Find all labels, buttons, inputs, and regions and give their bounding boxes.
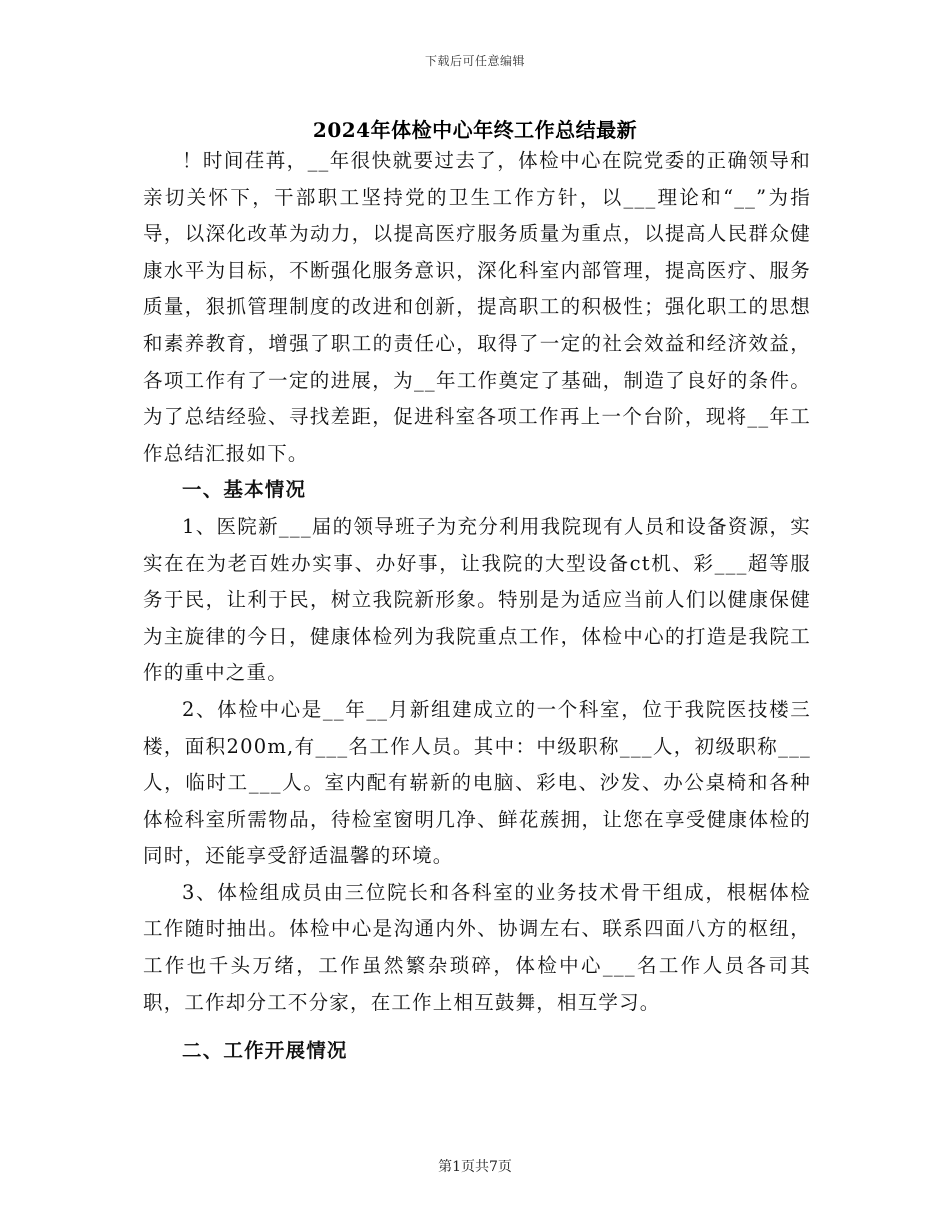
paragraph-3: 3、体检组成员由三位院长和各科室的业务技术骨干组成，根椐体检工作随时抽出。体检中心是沟通内外、协调左右、联系四面八方的枢纽，工作也千头万绪，工作虽然繁杂琐碎，体检中心___名工作人员各司其职，工作却分工不分家，在工作上相互鼓舞，相互学习。 — [143, 880, 811, 1014]
page-footer: 第1页共7页 — [438, 1159, 512, 1175]
header-note: 下载后可任意编辑 — [424, 54, 525, 68]
paragraph-2: 2、体检中心是__年__月新组建成立的一个科室，位于我院医技楼三楼，面积200m,有___名工作人员。其中：中级职称___人，初级职称___人，临时工___人。室内配有崭新的电脑、彩电、沙发、办公桌椅和各种体检科室所需物品，待检室窗明几净、鲜花蔟拥，让您在享受健康体检的同时，还能享受舒适温馨的环境。 — [143, 697, 811, 868]
document-title: 2024年体检中心年终工作总结最新 — [312, 118, 638, 142]
paragraph-1: 1、医院新___届的领导班子为充分利用我院现有人员和设备资源，实实在在为老百姓办实事、办好事，让我院的大型设备ct机、彩___超等服务于民，让利于民，树立我院新形象。特别是为适应当前人们以健康保健为主旋律的今日，健康体检列为我院重点工作，体检中心的打造是我院工作的重中之重。 — [143, 514, 811, 685]
section-heading-basic: 一、基本情况 — [182, 478, 307, 502]
intro-paragraph: ！时间荏苒，__年很快就要过去了，体检中心在院党委的正确领导和亲切关怀下，干部职工坚持党的卫生工作方针，以___理论和“__”为指导，以深化改革为动力，以提高医疗服务质量为重点，以提高人民群众健康水平为目标，不断强化服务意识，深化科室内部管理，提高医疗、服务质量，狠抓管理制度的改进和创新，提高职工的积极性；强化职工的思想和素养教育，增强了职工的责任心，取得了一定的社会效益和经济效益，各项工作有了一定的进展，为__年工作奠定了基础，制造了良好的条件。为了总结经验、寻找差距，促进科室各项工作再上一个台阶，现将__年工作总结汇报如下。 — [143, 149, 811, 465]
section-heading-work: 二、工作开展情况 — [182, 1039, 348, 1063]
document-body — [143, 143, 811, 1070]
